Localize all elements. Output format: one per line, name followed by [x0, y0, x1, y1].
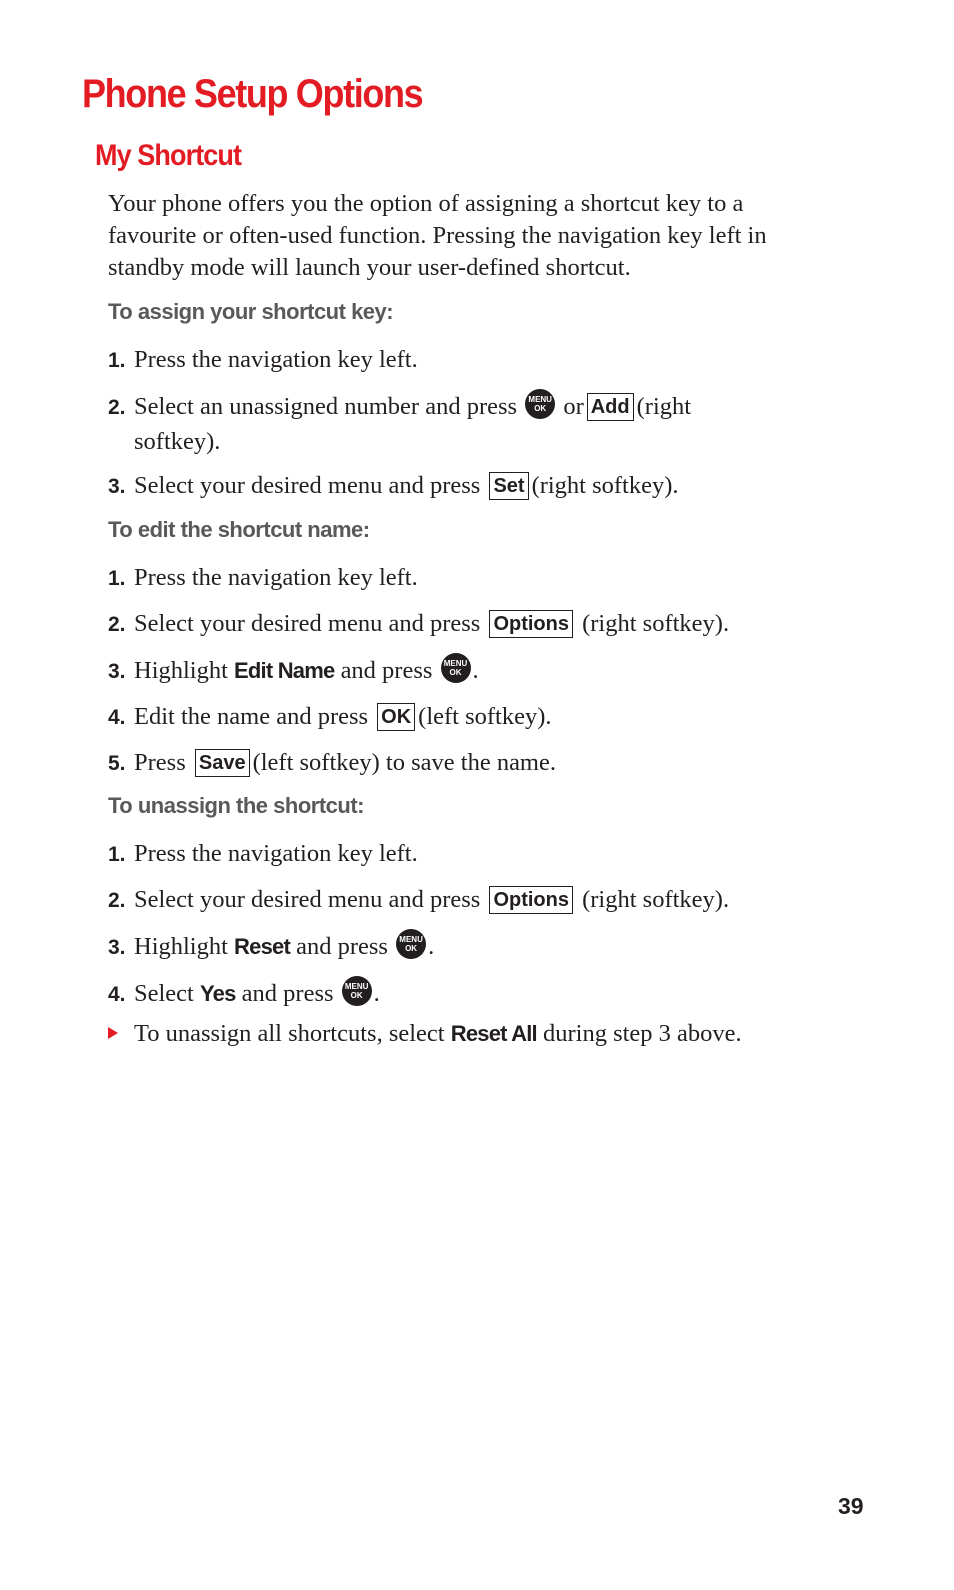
softkey-label: Save	[195, 749, 250, 777]
unassign-step-2	[108, 883, 808, 918]
menu-term: Reset All	[450, 1021, 537, 1046]
step-text: .	[373, 980, 380, 1007]
step-text: Press the navigation key left.	[134, 840, 418, 867]
page-number: 39	[838, 1493, 864, 1519]
step-text: Select your desired menu and press	[134, 610, 481, 637]
edit-step-4	[108, 700, 808, 735]
edit-step-1	[108, 561, 808, 596]
step-number: 4.	[108, 983, 126, 1006]
menu-ok-key-icon: MENU OK	[396, 929, 426, 959]
softkey-label: Add	[587, 393, 634, 421]
step-number: 2.	[108, 613, 126, 636]
assign-step-1	[108, 343, 808, 378]
softkey-label: Options	[489, 886, 573, 914]
step-text: (right softkey).	[582, 886, 730, 913]
step-text: Select	[134, 980, 194, 1007]
step-number: 3.	[108, 936, 126, 959]
step-text: To unassign all shortcuts, select	[134, 1020, 445, 1047]
step-text: .	[428, 933, 435, 960]
edit-heading: To edit the shortcut name:	[108, 517, 370, 542]
step-number: 1.	[108, 567, 126, 590]
menu-ok-key-icon: MENU OK	[342, 976, 372, 1006]
unassign-step-1	[108, 837, 808, 872]
step-text: Select your desired menu and press	[134, 472, 481, 499]
softkey-label: Set	[489, 472, 528, 500]
unassign-step-4	[108, 976, 808, 1012]
softkey-label: OK	[377, 703, 415, 731]
softkey-label: Options	[489, 610, 573, 638]
step-text: (left softkey).	[418, 703, 552, 730]
menu-ok-key-icon: MENU OK	[525, 389, 555, 419]
step-number: 3.	[108, 475, 126, 498]
step-text: Press the navigation key left.	[134, 564, 418, 591]
assign-step-2	[108, 389, 808, 459]
step-text: Highlight	[134, 657, 228, 684]
step-number: 1.	[108, 349, 126, 372]
step-text: and press	[340, 657, 433, 684]
menu-term: Reset	[234, 934, 290, 959]
step-text: (right softkey).	[582, 610, 730, 637]
menu-term: Edit Name	[234, 658, 335, 683]
edit-step-2	[108, 607, 808, 642]
step-number: 3.	[108, 660, 126, 683]
triangle-bullet-icon	[108, 1027, 118, 1039]
step-text: and press	[296, 933, 388, 960]
step-text: or	[563, 393, 584, 420]
edit-step-3	[108, 653, 808, 689]
unassign-step-3	[108, 929, 808, 965]
assign-heading: To assign your shortcut key:	[108, 299, 394, 324]
menu-ok-key-icon: MENU OK	[441, 653, 471, 683]
edit-step-5	[108, 746, 808, 781]
menu-term: Yes	[200, 981, 236, 1006]
step-continuation: softkey).	[134, 428, 221, 455]
step-text: Press the navigation key left.	[134, 346, 418, 373]
unassign-heading: To unassign the shortcut:	[108, 793, 364, 818]
step-number: 2.	[108, 889, 126, 912]
step-text: during step 3 above.	[543, 1020, 742, 1047]
step-text: Press	[134, 749, 186, 776]
step-text: (right softkey).	[531, 472, 679, 499]
step-text: Highlight	[134, 933, 228, 960]
step-number: 5.	[108, 752, 126, 775]
step-text: (right	[636, 393, 692, 420]
step-text: and press	[241, 980, 334, 1007]
step-text: .	[472, 657, 479, 684]
step-number: 1.	[108, 843, 126, 866]
step-text: (left softkey) to save the name.	[252, 749, 556, 776]
page-title: Phone Setup Options	[82, 72, 423, 116]
section-title: My Shortcut	[95, 139, 242, 172]
step-text: Select an unassigned number and press	[134, 393, 518, 420]
step-number: 2.	[108, 396, 126, 419]
step-text: Select your desired menu and press	[134, 886, 481, 913]
step-text: Edit the name and press	[134, 703, 369, 730]
intro-paragraph: Your phone offers you the option of assigning a shortcut key to a favourite or often-used function. Pressing the navigation key left in standby mode will launch your user-defined shortcut.	[108, 190, 767, 281]
step-number: 4.	[108, 706, 126, 729]
unassign-bullet-note	[108, 1017, 808, 1051]
assign-step-3	[108, 469, 808, 504]
